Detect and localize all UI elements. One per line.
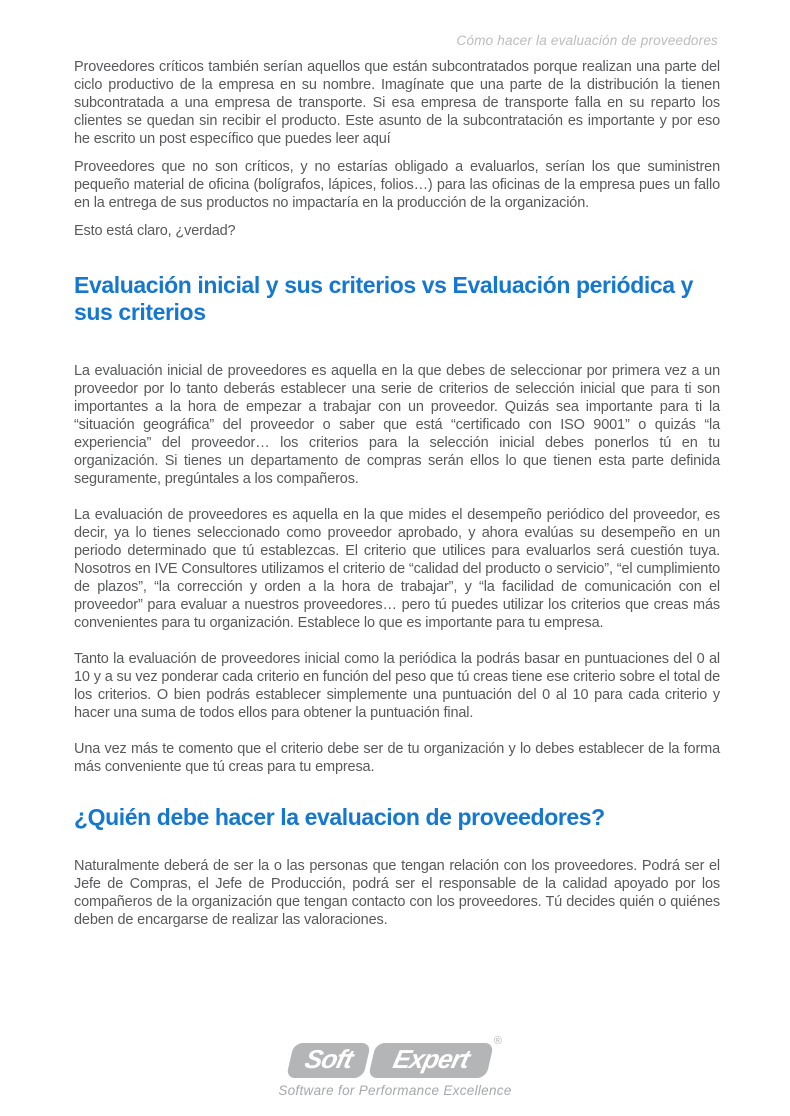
document-content xyxy=(74,58,720,947)
intro-paragraph-1: Proveedores críticos también serían aquellos que están subcontratados porque realizan una parte del ciclo productivo de la empresa en su nombre. Imagínate que una parte de la distribución la tienen subcontratada a una empresa de transporte. Si esa empresa de transporte falla en su reparto los clientes se quedan sin recibir el producto. Este asunto de la subcontratación es importante y por eso he escrito un post específico que puedes leer aquí xyxy=(74,59,720,147)
footer xyxy=(0,1035,790,1098)
section-title-evaluacion-inicial-vs-periodica: Evaluación inicial y sus criterios vs Evaluación periódica y sus criterios xyxy=(74,272,694,325)
registered-trademark-icon: ® xyxy=(493,1035,502,1047)
logo-soft-box xyxy=(286,1043,371,1078)
section1-paragraph-1: La evaluación inicial de proveedores es aquella en la que debes de seleccionar por primera vez a un proveedor por lo tanto deberás establecer una serie de criterios de selección inicial que para ti son importantes a la hora de empezar a trabajar con un proveedor. Quizás sea importante para ti la “situación geográfica” del proveedor o saber que está “certificado con ISO 9001” o quizás “la experiencia” del proveedor… los criterios para la selección inicial debes ponerlos tú en tu organización. Si tienes un departamento de compras serán ellos lo que tienen esta parte definida seguramente, pregúntales a los compañeros. xyxy=(74,363,720,487)
section1-paragraph-2: La evaluación de proveedores es aquella en la que mides el desempeño periódico del proveedor, es decir, ya lo tienes seleccionado como proveedor aprobado, y ahora evalúas su desempeño en un periodo determinado que tú establezcas. El criterio que utilices para evaluarlos será cuestión tuya. Nosotros en IVE Consultores utilizamos el criterio de “calidad del producto o servicio”, “el cumplimiento de plazos”, “la corrección y orden a la hora de trabajar”, y “la facilidad de comunicación con el proveedor” para evaluar a nuestros proveedores… pero tú puedes utilizar los criterios que creas más convenientes para tu organización. Establece lo que es importante para tu empresa. xyxy=(74,507,720,631)
section2-paragraph-1: Naturalmente deberá de ser la o las personas que tengan relación con los proveedores. Podrá ser el Jefe de Compras, el Jefe de Producción, podrá ser el responsable de la calidad apoyado por los compañeros de la organización que tengan contacto con los proveedores. Tú decides quién o quiénes deben de encargarse de realizar las valoraciones. xyxy=(74,858,720,928)
logo-word-soft: Soft xyxy=(302,1044,356,1074)
intro-paragraph-2: Proveedores que no son críticos, y no estarías obligado a evaluarlos, serían los que suministren pequeño material de oficina (bolígrafos, lápices, folios…) para las oficinas de la empresa pues un fallo en la entrega de sus productos no impactaría en la producción de la organización. xyxy=(74,159,720,211)
section1-paragraph-4: Una vez más te comento que el criterio debe ser de tu organización y lo debes establecer de la forma más conveniente que tú creas para tu empresa. xyxy=(74,741,720,775)
running-title: Cómo hacer la evaluación de proveedores xyxy=(456,33,718,48)
logo-expert-box xyxy=(368,1043,494,1078)
section1-paragraph-3: Tanto la evaluación de proveedores inicial como la periódica la podrás basar en puntuaciones del 0 al 10 y a su vez ponderar cada criterio en función del peso que tú creas tiene ese criterio sobre el total de los criterios. O bien podrás establecer simplemente una puntuación del 0 al 10 para cada criterio y hacer una suma de todos ellos para obtener la puntuación final. xyxy=(74,651,720,721)
logo-word-expert: Expert xyxy=(390,1044,473,1074)
softexpert-logo xyxy=(290,1035,502,1078)
intro-paragraph-3: Esto está claro, ¿verdad? xyxy=(74,223,236,239)
section-title-quien-debe-hacer-evaluacion: ¿Quién debe hacer la evaluacion de proveedores? xyxy=(74,804,605,830)
logo-tagline: Software for Performance Excellence xyxy=(278,1083,512,1098)
